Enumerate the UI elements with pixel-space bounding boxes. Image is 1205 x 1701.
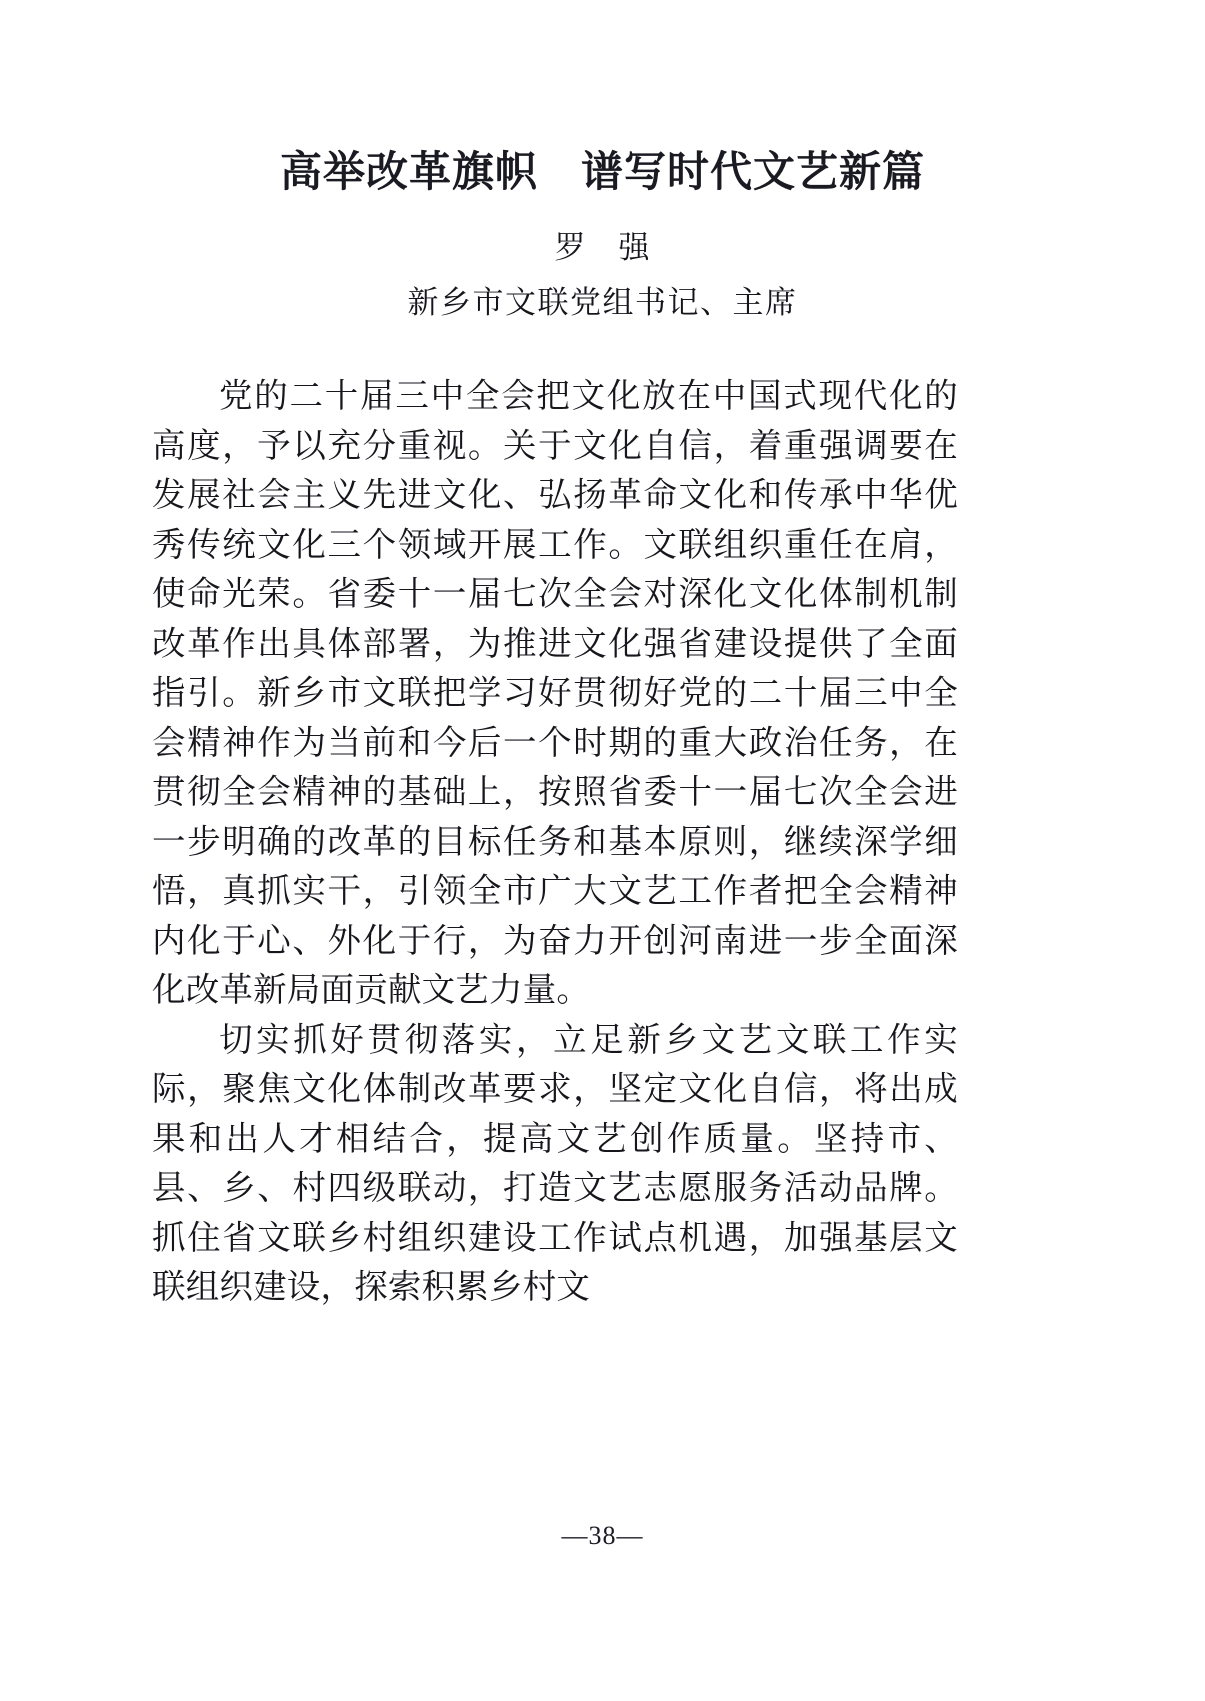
page-title: 高举改革旗帜 谱写时代文艺新篇 [279, 150, 925, 196]
page-number: —38— [561, 1521, 644, 1550]
title-block [0, 148, 1205, 323]
body-paragraph: 切实抓好贯彻落实，立足新乡文艺文联工作实际，聚焦文化体制改革要求，坚定文化自信，将出成果和出人才相结合，提高文艺创作质量。坚持市、县、乡、村四级联动，打造文艺志愿服务活动品牌。抓住省文联乡村组织建设工作试点机遇，加强基层文联组织建设，探索积累乡村文 [152, 1021, 958, 1306]
author-affiliation: 新乡市文联党组书记、主席 [407, 284, 798, 320]
article-body [152, 372, 958, 1313]
body-paragraph: 党的二十届三中全会把文化放在中国式现代化的高度，予以充分重视。关于文化自信，着重强调要在发展社会主义先进文化、弘扬革命文化和传承中华优秀传统文化三个领域开展工作。文联组织重任在肩，使命光荣。省委十一届七次全会对深化文化体制机制改革作出具体部署，为推进文化强省建设提供了全面指引。新乡市文联把学习好贯彻好党的二十届三中全会精神作为当前和今后一个时期的重大政治任务，在贯彻全会精神的基础上，按照省委十一届七次全会进一步明确的改革的目标任务和基本原则，继续深学细悟，真抓实干，引领全市广大文艺工作者把全会精神内化于心、外化于行，为奋力开创河南进一步全面深化改革新局面贡献文艺力量。 [152, 378, 958, 1009]
author-name: 罗 强 [554, 230, 651, 266]
page-footer [0, 1521, 1205, 1551]
